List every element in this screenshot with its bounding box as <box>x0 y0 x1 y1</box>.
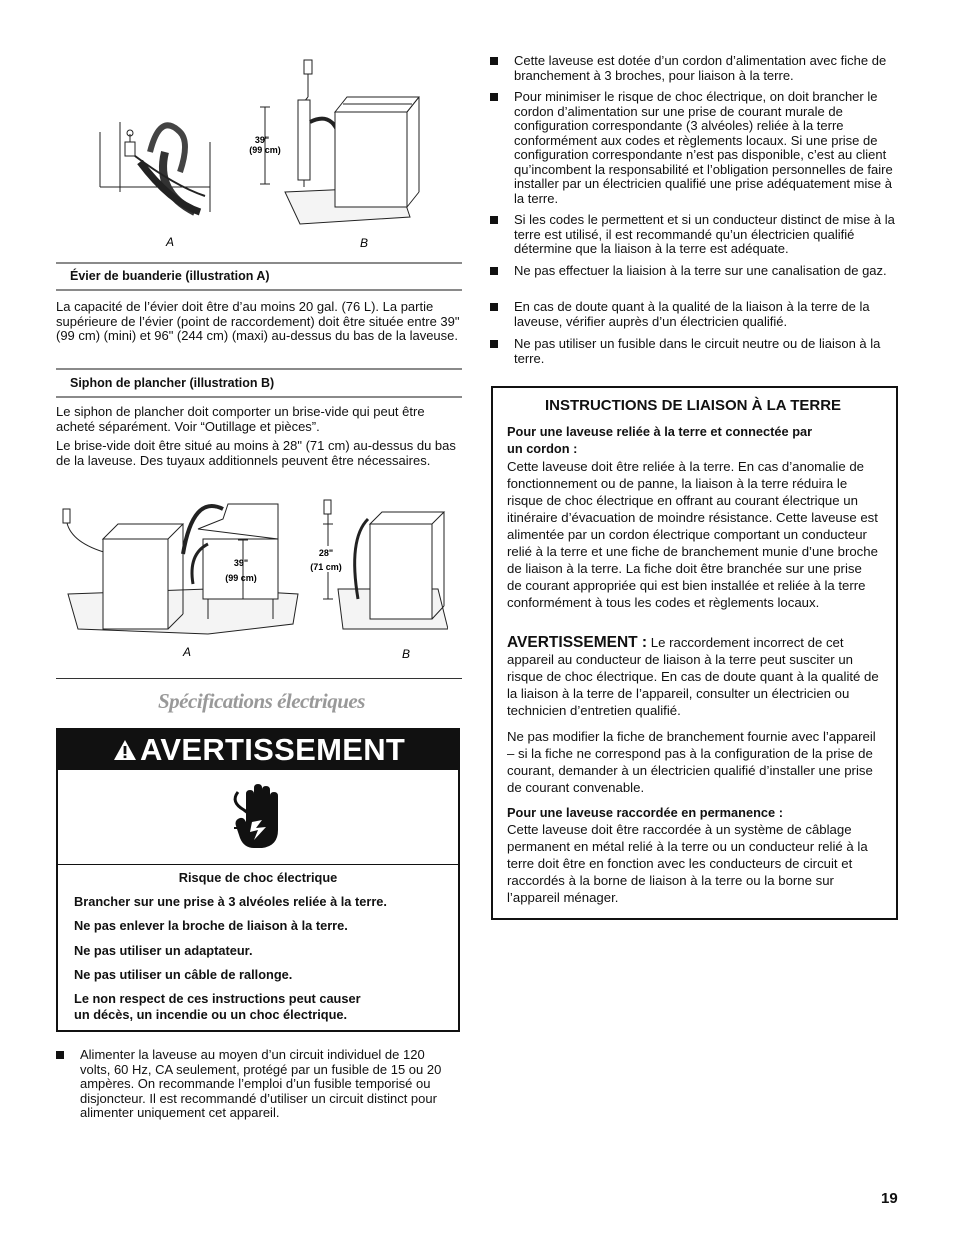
bullet-square-icon <box>490 216 498 224</box>
right-bullet-text: Ne pas utiliser un fusible dans le circuit neutre ou de liaison à la terre. <box>514 336 881 366</box>
warning-line: Ne pas utiliser un câble de rallonge. <box>74 967 293 982</box>
bullet-square-icon <box>490 340 498 348</box>
right-bullet <box>490 264 900 294</box>
bottom-dim-b-line2: (71 cm) <box>310 562 342 572</box>
grounding-plug-body: Ne pas modifier la fiche de branchement fournie avec l’appareil – si la fiche ne correspond pas à la configuration de la prise de courant, demander à un électricien qualifié d’installer une prise de courant convenable. <box>507 729 876 795</box>
electric-shock-hand-icon <box>228 782 288 852</box>
sink-washer-illustration-a <box>63 504 298 634</box>
warning-line: Ne pas utiliser un adaptateur. <box>74 943 253 958</box>
right-bullet <box>490 213 900 257</box>
sink-illustration-a <box>100 122 210 212</box>
right-bullet <box>490 337 900 367</box>
section-rule <box>56 262 462 264</box>
grounding-warning-label: AVERTISSEMENT : <box>507 634 648 651</box>
drain-body-1: Le siphon de plancher doit comporter un brise-vide qui peut être acheté séparément. Voir “Outillage et pièces”. <box>56 404 425 434</box>
warning-consequence-1: Le non respect de ces instructions peut causer <box>74 991 361 1006</box>
warning-box <box>56 728 460 1032</box>
bullet-square-icon <box>56 1051 64 1059</box>
bullet-square-icon <box>490 57 498 65</box>
warning-line: Brancher sur une prise à 3 alvéoles reliée à la terre. <box>74 894 387 909</box>
warning-title: AVERTISSEMENT <box>140 732 406 767</box>
right-bullet <box>490 300 900 330</box>
section-rule <box>56 678 462 679</box>
grounding-perm-body: Cette laveuse doit être raccordée à un système de câblage permanent en métal relié à la terre ou un conducteur relié à la terre doit être en fonction avec les conducteurs de circuit et raccordés à la borne de liaison à la terre ou la borne sur l’appareil ménager. <box>507 822 868 905</box>
top-figure-label-a: A <box>166 235 175 249</box>
right-bullet-text: Pour minimiser le risque de choc électrique, on doit brancher le cordon d’alimentation sur une prise de courant murale de configuration correspondante (3 alvéoles) reliée à la terre conformément aux codes et règlements locaux. Si une prise de configuration correspondante n’est pas disponible, c’est au client qu’incombent la responsabilité et l’obligation personnelles de faire installer par un électricien qualifié une prise adéquatement mise à la terre. <box>514 89 893 206</box>
sink-body: La capacité de l’évier doit être d’au moins 20 gal. (76 L). La partie supérieure de l’évier (point de raccordement) doit être située entre 39" (99 cm) (mini) et 96" (244 cm) (maxi) au-dessus du bas de la laveuse. <box>56 299 460 343</box>
grounding-instructions-box <box>491 386 898 920</box>
bullet-square-icon <box>490 93 498 101</box>
grounding-warning-body: Le raccordement incorrect de cet appareil au conducteur de liaison à la terre peut susciter un risque de choc électrique. En cas de doute quant à la qualité de la liaison à la terre de l’appareil, consulter un électricien ou technicien d’entretien qualifié. <box>507 635 879 718</box>
specs-title: Spécifications électriques <box>158 689 365 713</box>
bottom-dim-a-line1: 39" <box>233 558 249 568</box>
section-rule <box>56 368 462 370</box>
washer-illustration-b <box>260 60 419 224</box>
right-bullet-text: Ne pas effectuer la liaision à la terre sur une canalisation de gaz. <box>514 263 887 278</box>
right-bullet <box>490 54 900 84</box>
page-number: 19 <box>881 1190 898 1207</box>
bottom-figure-label-b: B <box>402 647 411 661</box>
warning-header <box>58 730 458 770</box>
section-rule <box>56 289 462 291</box>
bottom-dim-a-line2: (99 cm) <box>225 573 257 583</box>
grounding-cord-body: Cette laveuse doit être reliée à la terre. En cas d’anomalie de fonctionnement ou de panne, la liaison à la terre réduira le risque de choc électrique en offrant au courant électrique un itinéraire d’évacuation de moindre résistance. Cette laveuse est alimentée par un cordon électrique comportant un conducteur relié à la terre et une fiche de branchement munie d’une broche de liaison à la terre. La fiche doit être branchée sur une prise de courant appropriée qui est bien installée et reliée à la terre conformément à tous les codes et règlements locaux. <box>507 459 878 610</box>
top-dim-b-line1: 39" <box>254 135 270 145</box>
right-bullet-text: Cette laveuse est dotée d’un cordon d’alimentation avec fiche de branchement à 3 broches, pour liaison à la terre. <box>514 53 887 83</box>
right-bullet-text: Si les codes le permettent et si un conducteur distinct de mise à la terre est utilisé, il est recommandé qu’un électricien qualifié détermine que la liaison à la terre est adéquate. <box>514 212 895 256</box>
top-dim-b-line2: (99 cm) <box>249 145 281 155</box>
grounding-warning <box>507 634 879 719</box>
bullet-square-icon <box>490 303 498 311</box>
grounding-perm-heading: Pour une laveuse raccordée en permanence : <box>507 805 783 820</box>
bottom-dim-b-line1: 28" <box>318 548 334 558</box>
grounding-cord-heading-1: Pour une laveuse reliée à la terre et connectée par <box>507 424 813 439</box>
warning-triangle-icon <box>113 739 137 761</box>
grounding-title: INSTRUCTIONS DE LIAISON À LA TERRE <box>544 397 842 414</box>
circuit-bullet-text: Alimenter la laveuse au moyen d’un circuit individuel de 120 volts, 60 Hz, CA seulement, protégé par un fusible de 15 ou 20 ampères. On recommande l’emploi d’un fusible temporisé ou disjoncteur. Il est recommandé d’utiliser un circuit distinct pour alimenter uniquement cet appareil. <box>80 1047 442 1120</box>
right-bullet <box>490 90 900 208</box>
bullet-square-icon <box>490 267 498 275</box>
grounding-cord-heading-2: un cordon : <box>507 441 578 456</box>
top-figure-label-b: B <box>360 236 369 250</box>
section-rule <box>56 396 462 398</box>
warning-consequence-2: un décès, un incendie ou un choc électrique. <box>74 1007 348 1022</box>
sink-heading: Évier de buanderie (illustration A) <box>70 269 270 283</box>
drain-heading: Siphon de plancher (illustration B) <box>70 376 275 390</box>
circuit-bullet <box>56 1048 444 1124</box>
warning-risk: Risque de choc électrique <box>178 870 338 885</box>
right-bullet-text: En cas de doute quant à la qualité de la liaison à la terre de la laveuse, vérifier auprès d’un électricien qualifié. <box>514 299 870 329</box>
drain-body-2: Le brise-vide doit être situé au moins à 28" (71 cm) au-dessus du bas de la laveuse. Des tuyaux additionnels peuvent être nécessaires. <box>56 438 456 468</box>
bottom-figure-label-a: A <box>183 645 192 659</box>
top-illustration <box>90 52 420 257</box>
warning-line: Ne pas enlever la broche de liaison à la terre. <box>74 918 348 933</box>
bottom-illustration <box>58 494 448 664</box>
warning-icon-area <box>58 770 458 865</box>
